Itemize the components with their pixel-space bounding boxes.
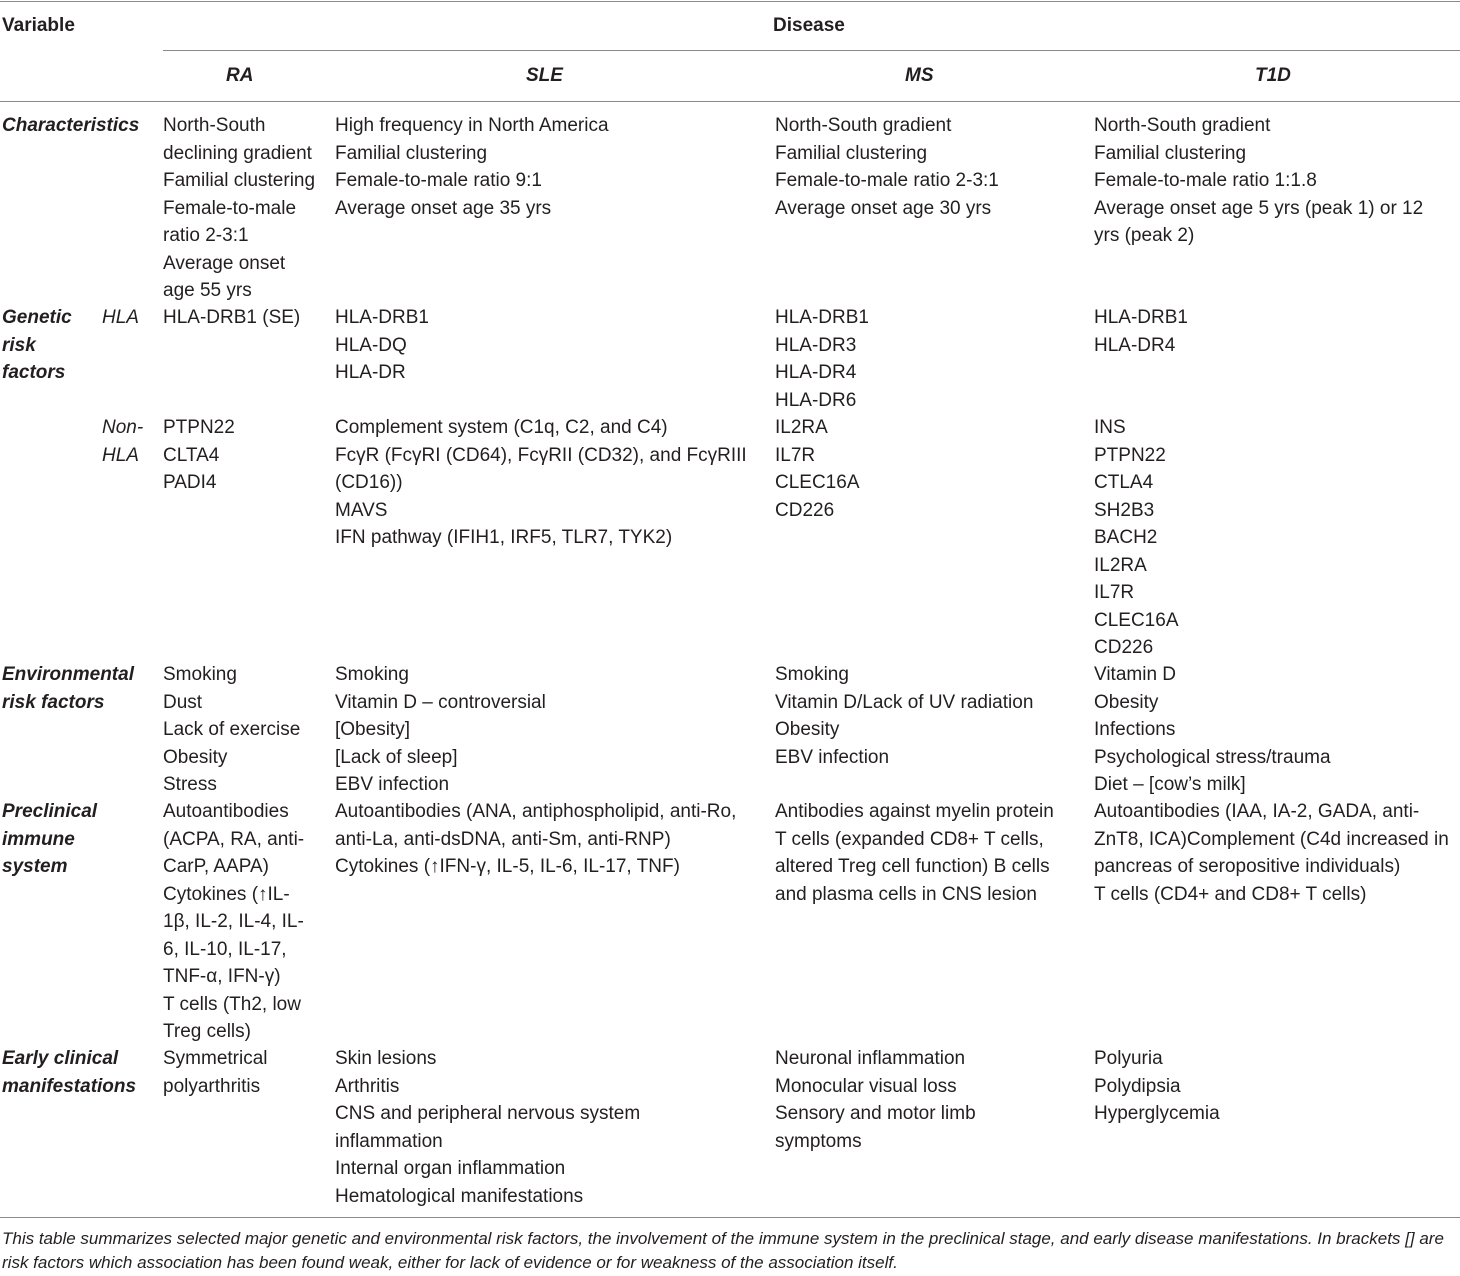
cell-hla-ms (775, 304, 869, 414)
row-label-environmental (2, 661, 134, 716)
cell-characteristics-ra (163, 112, 315, 305)
cell-preclinical-t1d (1094, 798, 1449, 908)
cell-line: HLA (102, 444, 139, 466)
cell-line: polyarthritis (163, 1075, 261, 1097)
table-bottom-rule (0, 1217, 1460, 1218)
cell-line: ZnT8, ICA)Complement (C4d increased in (1094, 828, 1449, 850)
cell-line: 6, IL-10, IL-17, (163, 938, 287, 960)
cell-line: Autoantibodies (163, 801, 289, 822)
header-t1d: T1D (1255, 65, 1291, 86)
cell-line: CarP, AAPA) (163, 856, 269, 877)
cell-line: Complement system (C1q, C2, and C4) (335, 417, 668, 438)
cell-line: Antibodies against myelin protein (775, 801, 1054, 822)
cell-line: Non- (102, 417, 144, 438)
cell-line: 1β, IL-2, IL-4, IL- (163, 911, 304, 932)
cell-line: Treg cells) (163, 1021, 251, 1042)
cell-preclinical-ra (163, 798, 304, 1046)
row-label-characteristics: Characteristics (2, 115, 140, 136)
cell-line: HLA-DR6 (775, 389, 857, 411)
cell-characteristics-sle (335, 112, 609, 222)
cell-line: IFN pathway (IFIH1, IRF5, TLR7, TYK2) (335, 527, 673, 548)
cell-line: Stress (163, 774, 217, 795)
cell-line: IL2RA (775, 417, 828, 438)
cell-line: Psychological stress/trauma (1094, 746, 1331, 768)
row-label-early (2, 1045, 136, 1100)
cell-line: High frequency in North America (335, 115, 609, 136)
cell-line: ratio 2-3:1 (163, 225, 249, 246)
header-variable: Variable (2, 15, 75, 36)
cell-line: factors (2, 362, 66, 383)
cell-line: Obesity (775, 719, 840, 740)
cell-line: (CD16)) (335, 472, 403, 493)
cell-line: T cells (CD4+ and CD8+ T cells) (1094, 883, 1367, 905)
cell-line: Obesity (1094, 691, 1159, 713)
cell-line: Dust (163, 691, 203, 713)
header-bottom-rule (0, 101, 1460, 102)
cell-line: Polyuria (1094, 1048, 1163, 1069)
cell-early-ra (163, 1045, 268, 1100)
subrow-label-non-hla (102, 414, 143, 469)
cell-non-hla-sle (335, 414, 747, 552)
cell-line: CD226 (775, 499, 835, 521)
cell-preclinical-ms (775, 798, 1054, 908)
cell-non-hla-ra (163, 414, 235, 497)
cell-line: Obesity (163, 746, 228, 768)
cell-line: HLA-DR4 (1094, 334, 1176, 356)
cell-line: Diet – [cow’s milk] (1094, 774, 1246, 795)
cell-line: Vitamin D – controversial (335, 691, 546, 713)
cell-line: TNF-α, IFN-γ) (163, 966, 281, 987)
cell-line: North-South gradient (1094, 115, 1271, 136)
cell-line: Hyperglycemia (1094, 1103, 1220, 1124)
cell-line: risk factors (2, 691, 105, 713)
cell-line: HLA-DRB1 (1094, 307, 1188, 328)
header-ms: MS (905, 65, 934, 86)
cell-line: HLA-DRB1 (SE) (163, 307, 301, 328)
cell-line: PTPN22 (1094, 444, 1166, 466)
header-ra: RA (226, 65, 254, 86)
cell-line: (ACPA, RA, anti- (163, 828, 305, 850)
cell-line: Average onset age 30 yrs (775, 197, 992, 219)
cell-line: Female-to-male ratio 1:1.8 (1094, 170, 1317, 191)
cell-line: Skin lesions (335, 1048, 437, 1069)
cell-line: Average onset (163, 252, 286, 274)
cell-line: altered Treg cell function) B cells (775, 856, 1050, 877)
cell-line: HLA-DR (335, 362, 406, 383)
header-disease: Disease (773, 15, 845, 36)
header-sle: SLE (526, 65, 563, 86)
cell-line: Symmetrical (163, 1048, 268, 1069)
cell-line: BACH2 (1094, 527, 1158, 548)
cell-line: INS (1094, 417, 1126, 438)
cell-environmental-t1d (1094, 661, 1331, 799)
cell-line: Vitamin D/Lack of UV radiation (775, 691, 1034, 713)
row-label-genetic (2, 304, 72, 387)
cell-line: Lack of exercise (163, 719, 301, 740)
cell-line: Average onset age 35 yrs (335, 197, 552, 219)
cell-non-hla-t1d (1094, 414, 1179, 662)
cell-environmental-ra (163, 661, 300, 799)
cell-line: Hematological manifestations (335, 1185, 584, 1207)
cell-line: immune (2, 828, 75, 850)
row-label-preclinical (2, 798, 97, 881)
cell-line: Female-to-male ratio 2-3:1 (775, 170, 999, 191)
cell-line: Cytokines (↑IL- (163, 883, 290, 905)
cell-line: HLA-DQ (335, 334, 407, 356)
cell-line: age 55 yrs (163, 280, 252, 301)
cell-hla-t1d (1094, 304, 1188, 359)
table-footnote: This table summarizes selected major genetic and environmental risk factors, the involvement of the immune system in the preclinical stage, and early disease manifestations. In brackets [] are risk factors which association has been found weak, either for lack of evidence or for weakness of the association itself. (2, 1229, 1444, 1272)
cell-line: PADI4 (163, 472, 217, 493)
cell-line: Genetic (2, 307, 72, 328)
cell-early-sle (335, 1045, 640, 1210)
cell-line: CTLA4 (1094, 472, 1154, 493)
cell-line: PTPN22 (163, 417, 235, 438)
cell-line: anti-La, anti-dsDNA, anti-Sm, anti-RNP) (335, 828, 671, 850)
cell-line: Smoking (775, 664, 849, 685)
cell-line: [Obesity] (335, 719, 410, 740)
cell-line: symptoms (775, 1130, 862, 1152)
cell-characteristics-ms (775, 112, 999, 222)
cell-line: declining gradient (163, 142, 312, 164)
cell-line: manifestations (2, 1075, 137, 1097)
cell-line: Infections (1094, 719, 1176, 740)
subrow-label-hla: HLA (102, 307, 139, 328)
cell-line: Vitamin D (1094, 664, 1177, 685)
cell-line: Environmental (2, 664, 134, 685)
cell-line: Smoking (335, 664, 409, 685)
cell-line: T cells (expanded CD8+ T cells, (775, 828, 1044, 850)
cell-line: Monocular visual loss (775, 1075, 957, 1097)
cell-line: Smoking (163, 664, 237, 685)
cell-line: FcγR (FcγRI (CD64), FcγRII (CD32), and FcγRIII (335, 444, 747, 466)
cell-line: EBV infection (775, 746, 890, 768)
cell-line: MAVS (335, 499, 388, 521)
cell-line: SH2B3 (1094, 499, 1155, 521)
cell-line: CD226 (1094, 637, 1154, 658)
table-top-rule (0, 1, 1460, 2)
cell-line: HLA-DRB1 (775, 307, 869, 328)
cell-line: system (2, 856, 68, 877)
cell-early-t1d (1094, 1045, 1220, 1128)
cell-line: inflammation (335, 1130, 443, 1152)
cell-line: CLEC16A (1094, 609, 1179, 631)
cell-line: Cytokines (↑IFN-γ, IL-5, IL-6, IL-17, TNF) (335, 856, 680, 877)
cell-line: Preclinical (2, 801, 98, 822)
cell-line: Polydipsia (1094, 1075, 1181, 1097)
cell-line: Familial clustering (775, 142, 928, 164)
cell-line: Neuronal inflammation (775, 1048, 966, 1069)
cell-environmental-ms (775, 661, 1033, 771)
cell-line: Autoantibodies (ANA, antiphospholipid, anti-Ro, (335, 801, 737, 822)
cell-line: IL7R (1094, 582, 1135, 603)
cell-line: CLEC16A (775, 472, 860, 493)
cell-line: IL7R (775, 444, 816, 466)
cell-line: HLA-DRB1 (335, 307, 429, 328)
disease-span-rule (163, 50, 1460, 51)
cell-line: T cells (Th2, low (163, 993, 301, 1015)
cell-line: North-South (163, 115, 266, 136)
cell-line: EBV infection (335, 774, 450, 795)
cell-line: yrs (peak 2) (1094, 225, 1195, 246)
cell-line: [Lack of sleep] (335, 746, 458, 768)
cell-line: IL2RA (1094, 554, 1147, 576)
cell-line: pancreas of seropositive individuals) (1094, 856, 1401, 877)
cell-early-ms (775, 1045, 976, 1155)
cell-line: Arthritis (335, 1075, 400, 1097)
cell-line: Early clinical (2, 1048, 119, 1069)
cell-line: risk (2, 334, 36, 356)
cell-line: Female-to-male ratio 9:1 (335, 170, 542, 191)
cell-environmental-sle (335, 661, 546, 799)
cell-hla-sle (335, 304, 429, 387)
cell-line: Female-to-male (163, 197, 297, 219)
cell-characteristics-t1d (1094, 112, 1423, 250)
cell-line: HLA-DR3 (775, 334, 857, 356)
cell-line: North-South gradient (775, 115, 952, 136)
cell-line: Familial clustering (163, 170, 316, 191)
cell-line: Internal organ inflammation (335, 1158, 566, 1179)
cell-hla-ra (163, 304, 300, 332)
cell-line: Familial clustering (335, 142, 488, 164)
cell-line: and plasma cells in CNS lesion (775, 883, 1037, 905)
cell-line: Autoantibodies (IAA, IA-2, GADA, anti- (1094, 801, 1420, 822)
cell-line: HLA-DR4 (775, 362, 857, 383)
cell-preclinical-sle (335, 798, 736, 881)
cell-line: CLTA4 (163, 444, 220, 466)
cell-non-hla-ms (775, 414, 860, 524)
cell-line: Familial clustering (1094, 142, 1247, 164)
cell-line: Average onset age 5 yrs (peak 1) or 12 (1094, 197, 1424, 219)
cell-line: Sensory and motor limb (775, 1103, 976, 1124)
cell-line: CNS and peripheral nervous system (335, 1103, 641, 1124)
